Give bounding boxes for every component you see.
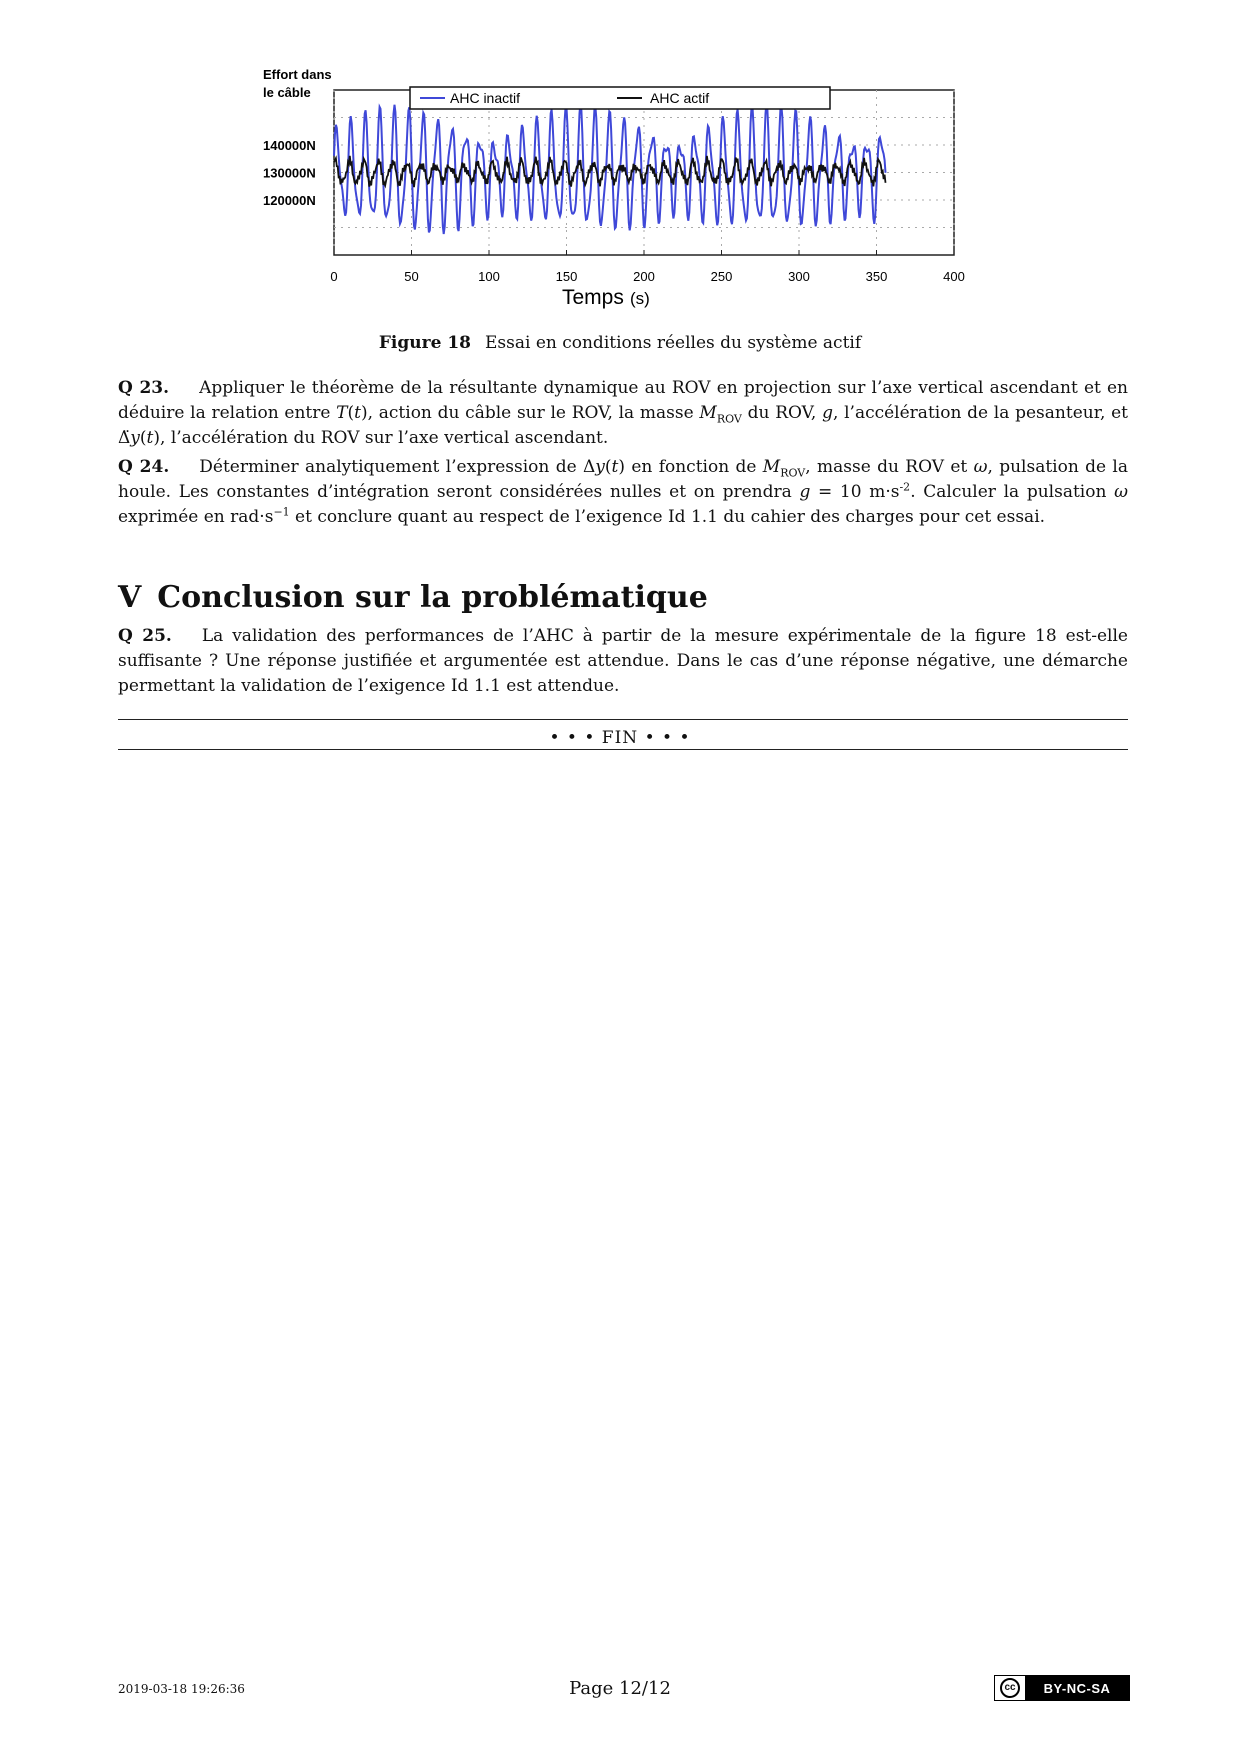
legend-label-actif: AHC actif: [650, 90, 710, 106]
x-tick-label: 300: [788, 269, 810, 284]
y-axis-title-line2: le câble: [263, 85, 311, 100]
y-tick-label: 120000N: [263, 193, 316, 208]
q24-text-2: en fonction de: [625, 457, 763, 477]
figure-caption: [0, 333, 1240, 353]
q24-omega: ω: [973, 457, 988, 477]
x-tick-label: 50: [404, 269, 419, 284]
top-divider: [118, 719, 1128, 720]
y-tick-label: 130000N: [263, 165, 316, 181]
x-tick-label: 0: [330, 269, 338, 284]
q24-M: M: [762, 457, 781, 477]
section-title: Conclusion sur la problématique: [157, 580, 708, 615]
figure-caption-label: Figure 18: [378, 333, 471, 353]
q24-y: y: [595, 457, 605, 477]
q24-text-4: , pulsation de la houle. Les constantes d’intégration seront considérées nulles et on prendra: [118, 457, 1128, 502]
cc-icon: cc: [1000, 1678, 1020, 1698]
q24-delta: Δ: [582, 457, 596, 477]
cc-logo: [995, 1676, 1025, 1700]
license-text: BY-NC-SA: [1043, 1680, 1111, 1696]
q23-t2: t: [146, 428, 154, 448]
q24-text-1: Déterminer analytiquement l’expression de: [199, 457, 583, 477]
q24-exponent-2: −1: [273, 505, 290, 519]
q24-text-8: et conclure quant au respect de l’exigence Id 1.1 du cahier des charges pour cet essai.: [289, 507, 1046, 527]
q24-g: g: [799, 482, 811, 502]
license-badge: [994, 1675, 1130, 1701]
q23-text-5: , l’accélération du ROV sur l’axe vertical ascendant.: [160, 428, 609, 448]
q24-text-7: exprimée en rad·s: [118, 507, 274, 527]
footer-page-number: Page 12/12: [569, 1678, 671, 1699]
question-25: [118, 624, 1128, 699]
section-number: V: [118, 580, 142, 615]
bottom-divider: [118, 749, 1128, 750]
q24-text-3: , masse du ROV et: [805, 457, 974, 477]
x-tick-label: 350: [865, 269, 888, 284]
q24-omega-2: ω: [1114, 482, 1128, 502]
x-tick-label: 200: [633, 269, 655, 284]
x-tick-label: 250: [710, 269, 733, 284]
footer-timestamp: 2019-03-18 19:26:36: [118, 1682, 245, 1696]
figure-18: [260, 62, 980, 312]
q23-y: y: [130, 428, 140, 448]
q23-rov-sub: ROV: [716, 412, 742, 426]
x-tick-label: 150: [555, 269, 578, 284]
y-axis-title-line1: Effort dans: [263, 67, 332, 82]
cable-force-chart: [260, 62, 980, 312]
end-marker: • • • FIN • • •: [549, 728, 691, 748]
q24-t: t: [611, 457, 619, 477]
q23-M: M: [699, 403, 717, 423]
q23-text-3: du ROV,: [741, 403, 823, 423]
plot-area: [263, 87, 965, 284]
q23-text-2: , action du câble sur le ROV, la masse: [367, 403, 700, 423]
q23-ddot-delta: Δ̈: [118, 428, 131, 448]
x-axis-unit: (s): [630, 289, 650, 308]
question-23-label: Q 23.: [118, 378, 170, 398]
q23-T: T: [336, 403, 348, 423]
question-23: Q 23. Appliquer le théorème de la résultante dynamique au ROV en projection sur l’axe vertical ascendant et en déduire la relation entre T(t), action du câble sur le ROV, la masse $M_{ROV}$ du ROV, g, l’accélération de la pesanteur, et Δ̈y(t), l’accélération du ROV sur l’axe vertical ascendant.: [118, 378, 1128, 448]
x-tick-label: 100: [478, 269, 500, 284]
question-25-label: Q 25.: [118, 626, 172, 646]
question-24-label: Q 24.: [118, 457, 170, 477]
figure-caption-text: Essai en conditions réelles du système actif: [484, 333, 862, 353]
q23-text-1: Appliquer le théorème de la résultante dynamique au ROV en projection sur l’axe vertical ascendant et en déduire la relation entre: [118, 378, 1128, 423]
x-axis-title: Temps: [562, 286, 624, 309]
q23-text-4: , l’accélération de la pesanteur, et: [832, 403, 1128, 423]
section-heading: [118, 580, 708, 615]
q24-text-5: = 10 m·s: [810, 482, 900, 502]
question-24: Q 24. Déterminer analytiquement l’expression de Δy(t) en fonction de $M_{ROV}$, masse du ROV et ω, pulsation de la houle. Les constantes d’intégration seront considérées nulles et on prendra g = 10 $m\cdot s^{-2}$. Calculer la pulsation ω exprimée en $rad\cdot s^{-1}$ et conclure quant au respect de l’exigence Id 1.1 du cahier des charges pour cet essai.: [118, 457, 1128, 527]
q24-exponent: -2: [899, 480, 911, 494]
x-tick-label: 400: [943, 269, 965, 284]
q23-t: t: [354, 403, 361, 423]
q24-text-6: . Calculer la pulsation: [910, 482, 1115, 502]
question-25-text: La validation des performances de l’AHC à partir de la mesure expérimentale de la figure 18 est-elle suffisante ? Une réponse justifiée et argumentée est attendue. Dans le cas d’une réponse négative, une démarche permettant la validation de l’exigence Id 1.1 est attendue.: [118, 626, 1128, 696]
y-tick-label: 140000N: [263, 138, 316, 153]
q23-g: g: [822, 403, 833, 423]
legend-label-inactif: AHC inactif: [450, 90, 521, 106]
q24-rov-sub: ROV: [780, 466, 806, 480]
